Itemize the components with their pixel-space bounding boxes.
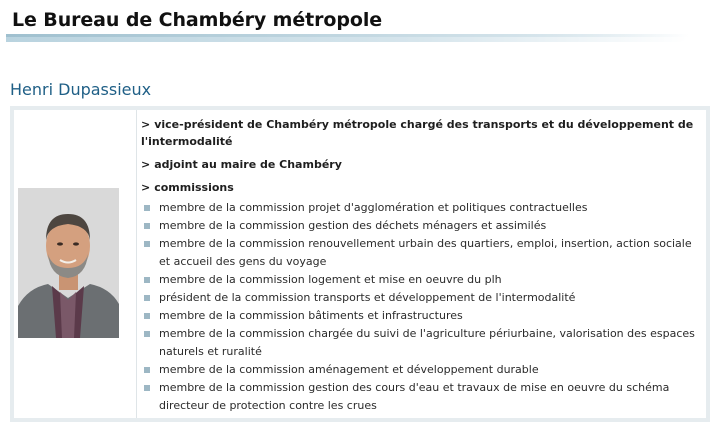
- list-item: président de la commission transports et développement de l'intermodalité: [141, 289, 700, 307]
- square-bullet-icon: [144, 313, 150, 319]
- square-bullet-icon: [144, 385, 150, 391]
- role-vice-president: > vice-président de Chambéry métropole chargé des transports et du développement de l'intermodalité: [141, 118, 694, 148]
- page-title: Le Bureau de Chambéry métropole: [12, 9, 383, 31]
- list-item: membre de la commission logement et mise en oeuvre du plh: [141, 271, 700, 289]
- info-column: [141, 116, 700, 415]
- square-bullet-icon: [144, 367, 150, 373]
- portrait-photo: [18, 188, 119, 338]
- list-item: membre de la commission renouvellement urbain des quartiers, emploi, insertion, action sociale et accueil des gens du voyage: [141, 235, 700, 271]
- person-card: [10, 106, 710, 422]
- portrait-illustration: [18, 188, 119, 338]
- list-item: membre de la commission bâtiments et infrastructures: [141, 307, 700, 325]
- role-marker: >: [141, 118, 151, 131]
- square-bullet-icon: [144, 205, 150, 211]
- role-marker: >: [141, 181, 151, 194]
- role-adjoint: > adjoint au maire de Chambéry: [141, 158, 342, 171]
- list-item: membre de la commission gestion des cours d'eau et travaux de mise en oeuvre du schéma directeur de protection contre les crues: [141, 379, 700, 415]
- square-bullet-icon: [144, 241, 150, 247]
- role-marker: >: [141, 158, 151, 171]
- list-item: membre de la commission projet d'agglomération et politiques contractuelles: [141, 199, 700, 217]
- square-bullet-icon: [144, 331, 150, 337]
- list-item: membre de la commission aménagement et développement durable: [141, 361, 700, 379]
- role-commissions-heading: > commissions: [141, 181, 234, 194]
- title-underline: [6, 34, 688, 42]
- square-bullet-icon: [144, 277, 150, 283]
- person-name[interactable]: Henri Dupassieux: [10, 80, 152, 99]
- list-item: membre de la commission gestion des déchets ménagers et assimilés: [141, 217, 700, 235]
- list-item: membre de la commission chargée du suivi de l'agriculture périurbaine, valorisation des espaces naturels et ruralité: [141, 325, 700, 361]
- commission-list: [141, 199, 700, 415]
- square-bullet-icon: [144, 223, 150, 229]
- photo-column: [14, 110, 137, 418]
- square-bullet-icon: [144, 295, 150, 301]
